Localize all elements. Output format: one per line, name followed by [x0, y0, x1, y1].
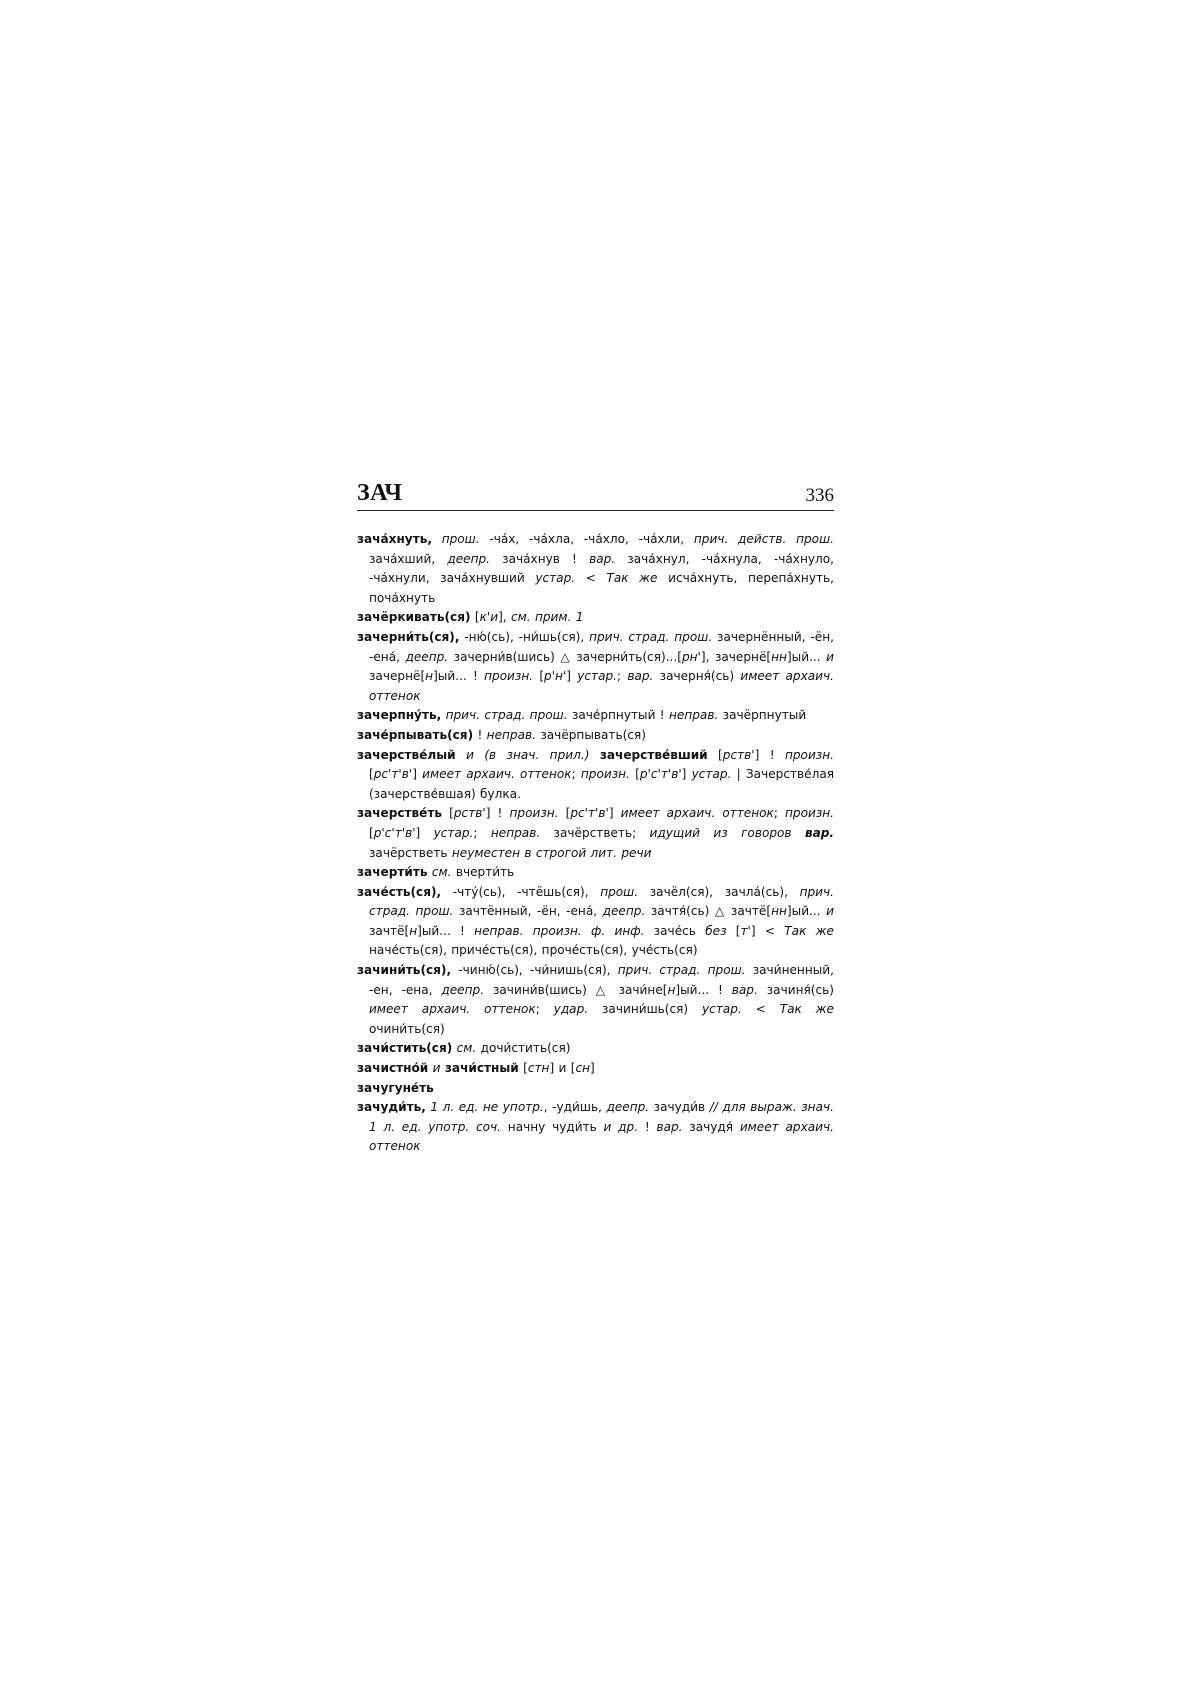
entry-text: [	[518, 1061, 528, 1076]
running-head-word: ЗАЧ	[357, 480, 403, 506]
entry-label: деепр.	[602, 904, 646, 919]
entry-text	[432, 532, 442, 546]
dictionary-entry	[357, 1039, 834, 1059]
entry-label: неправ.	[490, 825, 541, 840]
entry-text: наче́сть(ся), приче́сть(ся), проче́сть(ся), уче́сть(ся)	[369, 943, 698, 958]
entry-text: зачини́шь(ся)	[588, 1002, 703, 1017]
entry-label: устар.	[535, 571, 576, 586]
entry-label: деепр.	[606, 1100, 650, 1115]
entry-label: прош.	[600, 884, 639, 899]
entry-text: зачёрпывать(ся)	[535, 727, 646, 742]
entry-label: сн	[575, 1061, 591, 1076]
entry-text: !	[473, 727, 487, 742]
entry-text: ;	[571, 767, 581, 782]
entry-text: ;	[617, 669, 628, 684]
entry-text: зачтённый, -ён, -ена́,	[453, 904, 603, 919]
entry-text: дочи́стить(ся)	[476, 1041, 571, 1056]
entry-text: зачёрпнутый	[718, 708, 807, 723]
entry-text: зачтё[	[369, 923, 410, 938]
entry-label: вар.	[589, 551, 616, 566]
entry-label: без	[705, 923, 727, 938]
entry-label: р'н'	[544, 669, 567, 684]
entry-text: зачи́ненный, -ен, -ена,	[369, 963, 834, 997]
entry-label: стн	[527, 1061, 550, 1076]
entry-text: ] и [	[549, 1061, 576, 1076]
entry-label: прич. страд. прош.	[617, 963, 746, 978]
entry-label: см. прим. 1	[510, 610, 584, 625]
entry-label: н	[667, 982, 676, 997]
entry-text: зачёрстветь;	[540, 825, 650, 840]
entry-label: рств'	[453, 806, 486, 821]
entry-text: вчерти́ть	[451, 865, 515, 880]
entry-text: ]	[412, 767, 423, 782]
dictionary-entry	[357, 530, 834, 608]
entry-label: имеет архаич. оттенок	[369, 1002, 536, 1017]
entry-label: н	[409, 923, 418, 938]
entry-label: имеет архаич. оттенок	[369, 1119, 834, 1154]
dictionary-entry	[357, 608, 834, 628]
entry-text: зачернённый, -ён, -ена́,	[369, 629, 834, 664]
entry-label: прич. страд. прош.	[369, 884, 834, 919]
entry-label: неуместен в строгой лит. речи	[451, 845, 652, 860]
dictionary-entry	[357, 883, 834, 961]
entry-text: , -уди́шь,	[543, 1100, 607, 1115]
entry-headword: зачерти́ть	[357, 865, 428, 880]
entry-text: ] !	[754, 747, 785, 762]
entry-text: -чиню́(сь), -чи́нишь(ся),	[451, 963, 618, 978]
dictionary-entry	[357, 961, 834, 1039]
entry-text: ]ый... !	[433, 669, 485, 684]
entry-label: и	[826, 649, 834, 664]
entry-label: устар.	[691, 767, 732, 782]
entry-label: устар.	[702, 1002, 742, 1017]
entry-text: ]ый...	[786, 904, 827, 919]
dictionary-entry	[357, 1059, 834, 1079]
entry-label: Так же	[606, 571, 658, 586]
entry-label: имеет архаич. оттенок	[369, 669, 835, 703]
entry-label: и	[432, 1061, 441, 1076]
entry-text: ]	[415, 825, 434, 840]
entry-text: зачёл(ся), зачла́(сь),	[638, 884, 800, 899]
entry-label: произн.	[509, 806, 559, 821]
entry-headword: зачугуне́ть	[357, 1080, 434, 1095]
entry-label: прош.	[441, 532, 480, 546]
entry-label: прич. действ. прош.	[693, 532, 834, 546]
entry-headword: зачерпну́ть,	[357, 708, 442, 723]
entry-headword: зачёркивать(ся)	[357, 610, 471, 625]
entry-text: -ча́х, -ча́хла, -ча́хло, -ча́хли,	[479, 532, 694, 546]
dictionary-entry	[357, 726, 834, 746]
entry-label: деепр.	[441, 982, 485, 997]
entry-text	[589, 748, 599, 762]
entry-label: идущий из говоров	[649, 825, 792, 840]
entry-text: зачернё[	[369, 669, 426, 684]
entry-text: [	[369, 825, 374, 840]
entry-text: !	[638, 1119, 657, 1134]
entry-text: [	[442, 806, 454, 821]
entry-text: ]	[608, 806, 621, 821]
entry-text: начну чуди́ть	[501, 1119, 604, 1134]
entry-label: удар.	[553, 1002, 589, 1017]
entry-label: произн.	[784, 747, 834, 762]
entry-label: р'с'т'в'	[639, 767, 682, 782]
entry-label: 1 л. ед. не употр.	[430, 1100, 544, 1115]
entry-label: вар.	[731, 982, 758, 997]
entry-headword: зачерстве́вший	[599, 747, 708, 762]
entry-label: н	[425, 669, 434, 684]
entry-label: см.	[431, 865, 452, 880]
entry-label: произн.	[580, 767, 630, 782]
entry-label: и др.	[603, 1119, 639, 1134]
dictionary-entry	[357, 1098, 834, 1157]
entry-headword: зачистно́й	[357, 1061, 429, 1076]
entry-text: зачерня́(сь)	[653, 669, 741, 684]
entry-text: ;	[535, 1002, 554, 1017]
entry-text: зачини́в(шись) △ зачи́не[	[484, 982, 668, 997]
entry-label: см.	[456, 1041, 477, 1056]
entry-text: зача́хнул, -ча́хнула, -ча́хнуло, -ча́хнули, зача́хнувший	[369, 551, 835, 586]
entry-headword: заче́сть(ся),	[357, 884, 442, 899]
entry-headword: заче́рпывать(ся)	[357, 727, 474, 742]
entry-label: Так же	[784, 923, 834, 938]
entry-headword: зачини́ть(ся),	[357, 963, 452, 978]
dictionary-entry	[357, 706, 834, 726]
entry-text: ]	[566, 669, 578, 684]
entry-text: исча́хнуть, перепа́хнуть, поча́хнуть	[369, 571, 835, 605]
entry-text: ] <	[750, 923, 785, 938]
entry-label: рс'т'в'	[373, 767, 413, 782]
entry-text: зачёрстветь	[369, 845, 452, 860]
entry-label: устар.	[433, 825, 474, 840]
entry-text: [	[707, 747, 723, 762]
entry-label: произн.	[785, 806, 835, 821]
dictionary-entry	[357, 804, 834, 863]
entry-headword: зачи́стный	[444, 1061, 519, 1076]
entry-text: ],	[498, 610, 511, 625]
entry-text: -ню́(сь), -ни́шь(ся),	[459, 629, 590, 644]
entry-label: т'	[740, 923, 751, 938]
running-head	[357, 477, 834, 511]
entry-text: [	[369, 767, 374, 782]
entry-text: <	[741, 1002, 780, 1017]
entry-text: ]	[590, 1061, 595, 1076]
entry-label: вар.	[627, 669, 654, 684]
entry-label: Так же	[779, 1002, 834, 1017]
entry-label: произн.	[484, 669, 534, 684]
entry-label: неправ.	[486, 727, 536, 742]
entry-text: [	[533, 669, 545, 684]
entry-text: [	[470, 610, 480, 625]
entry-text: [	[629, 767, 640, 782]
entry-label: имеет архаич. оттенок	[422, 767, 572, 782]
entry-text: зача́хший,	[369, 551, 448, 566]
entry-label: деепр.	[405, 649, 449, 664]
entry-text: ] !	[485, 806, 510, 821]
entry-text: заче́рпнутый !	[567, 708, 669, 723]
entry-list	[357, 530, 834, 1157]
entry-label: вар.	[804, 825, 835, 840]
dictionary-entry	[357, 863, 834, 883]
entry-label: прич. страд. прош.	[445, 708, 568, 723]
entry-label: и	[826, 904, 834, 919]
entry-label: вар.	[656, 1119, 683, 1134]
dictionary-entry	[357, 1079, 834, 1099]
entry-text: [	[726, 923, 741, 938]
entry-label: неправ. произн. ф. инф.	[474, 923, 645, 938]
page-number: 336	[805, 485, 834, 506]
entry-text: ]ый... !	[417, 923, 475, 938]
entry-headword: зачерстве́ть	[357, 806, 443, 821]
entry-label: // для выраж. знач. 1 л. ед. употр. соч.	[369, 1100, 834, 1134]
entry-label: рс'т'в'	[570, 806, 609, 821]
entry-text	[792, 826, 805, 840]
entry-headword: зача́хнуть,	[357, 532, 432, 546]
entry-text: | Зачерстве́лая (зачерстве́вшая) булка.	[369, 767, 835, 801]
entry-label: нн	[771, 904, 787, 919]
entry-text: ;	[773, 806, 785, 821]
entry-text: [	[558, 806, 571, 821]
entry-label: и (в знач. прил.)	[466, 747, 590, 762]
entry-label: неправ.	[669, 708, 719, 723]
entry-label: имеет архаич. оттенок	[620, 806, 774, 821]
entry-label: рств'	[722, 747, 755, 762]
entry-label: прич. страд. прош.	[589, 629, 713, 644]
entry-text	[456, 748, 466, 762]
dictionary-page	[357, 477, 834, 1157]
entry-text: зачуди́в	[649, 1100, 710, 1115]
entry-text: зачиня́(сь)	[757, 982, 834, 997]
entry-text: ;	[473, 825, 491, 840]
entry-text: ], зачернё[	[700, 649, 772, 664]
entry-label: нн	[771, 649, 787, 664]
entry-text: очини́ть(ся)	[369, 1021, 445, 1036]
entry-headword: зачерстве́лый	[357, 747, 456, 762]
entry-text: ]	[681, 767, 692, 782]
entry-headword: зачерни́ть(ся),	[357, 629, 460, 644]
entry-text: зачтя́(сь) △ зачтё[	[645, 904, 772, 919]
dictionary-entry	[357, 628, 834, 706]
entry-text: зачерни́в(шись) △ зачерни́ть(ся)...[	[448, 649, 682, 664]
dictionary-entry	[357, 746, 834, 805]
entry-text: заче́сь	[644, 923, 706, 938]
entry-text: -чту́(сь), -чтёшь(ся),	[441, 884, 601, 899]
entry-headword: зачуди́ть,	[357, 1100, 426, 1115]
entry-label: устар.	[577, 669, 618, 684]
entry-text: ]ый...	[786, 649, 827, 664]
entry-text: зача́хнув !	[490, 551, 590, 566]
entry-text: <	[575, 571, 607, 586]
entry-headword: зачи́стить(ся)	[357, 1041, 453, 1056]
entry-label: р'с'т'в'	[373, 825, 416, 840]
entry-label: к'и	[479, 610, 499, 625]
entry-text: зачудя́	[682, 1119, 740, 1134]
entry-label: рн'	[681, 649, 701, 664]
entry-label: деепр.	[447, 551, 491, 566]
entry-text: ]ый... !	[675, 982, 732, 997]
